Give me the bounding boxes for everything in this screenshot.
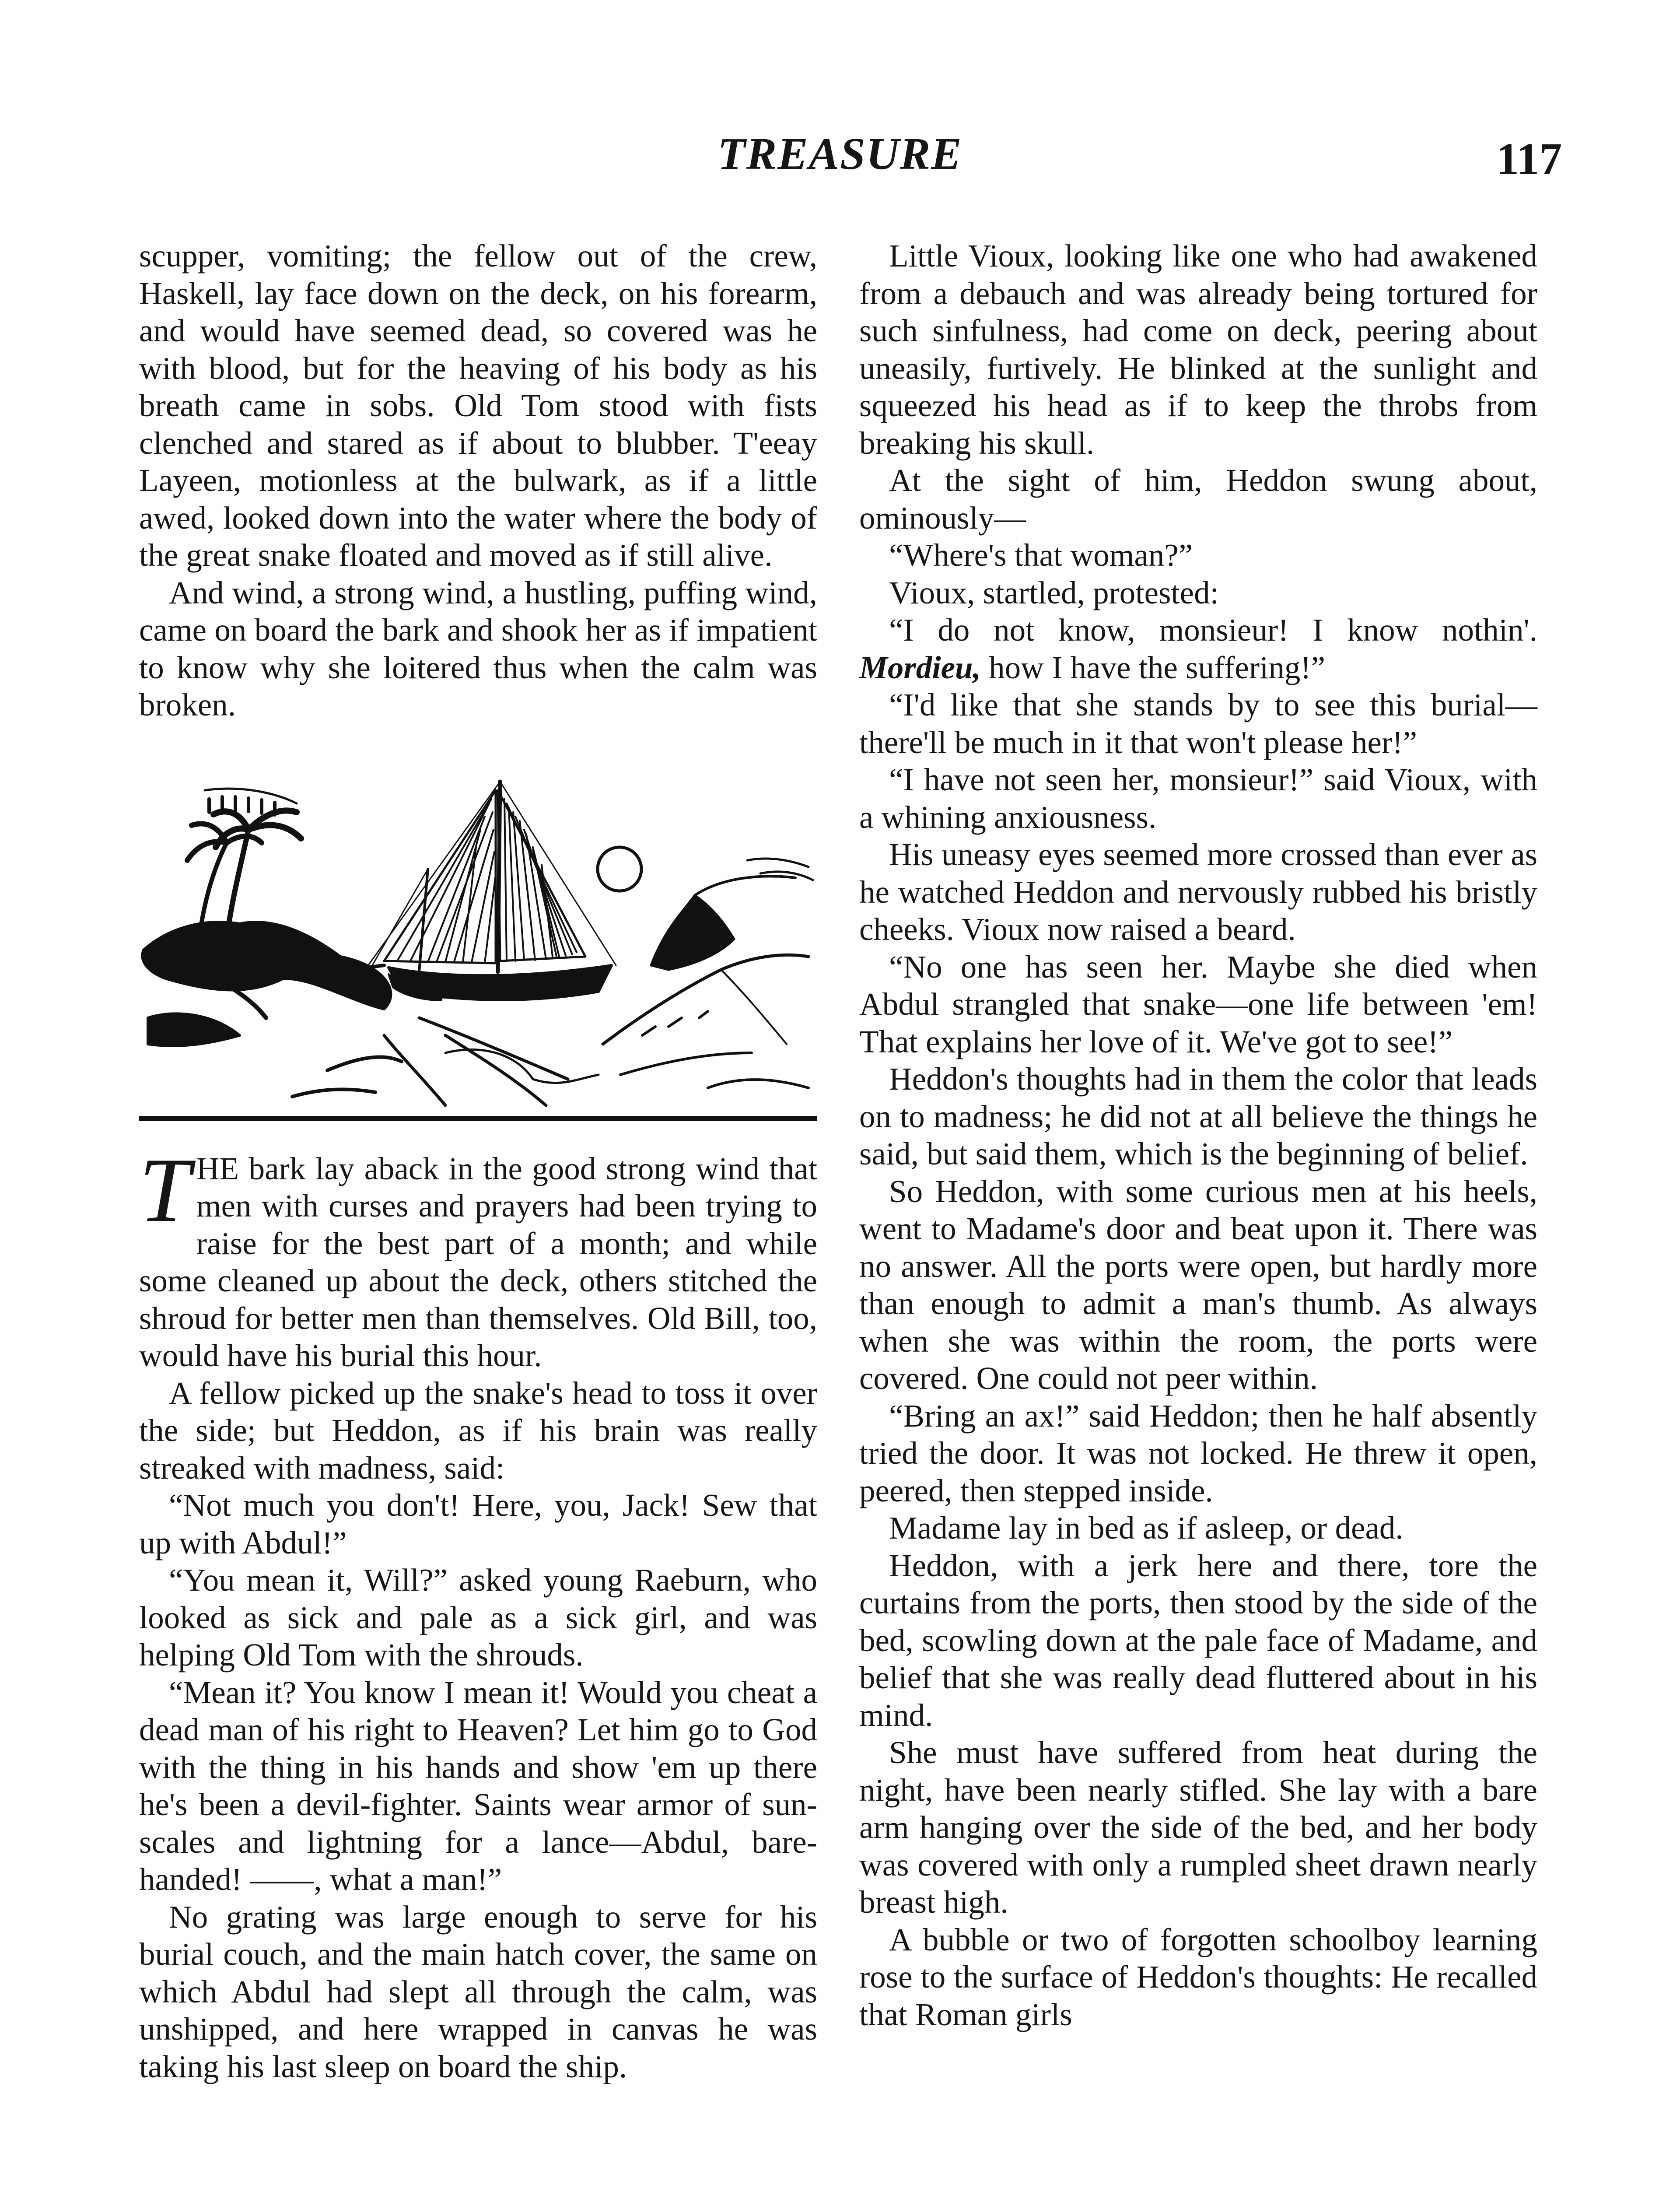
- paragraph: So Heddon, with some curious men at his heels, went to Madame's door and beat upon it. There was no answer. All the ports were open, but hardly more than enough to admit a man's thumb. As always when she was within the room, the ports were covered. One could not peer within.: [859, 1173, 1537, 1396]
- paragraph: His uneasy eyes seemed more crossed than ever as he watched Heddon and nervously rubbed his bristly cheeks. Vioux now raised a beard.: [859, 837, 1537, 947]
- paragraph: [859, 611, 1537, 686]
- paragraph: “Bring an ax!” said Heddon; then he half absently tried the door. It was not locked. He threw it open, peered, then stepped inside.: [859, 1398, 1537, 1508]
- paragraph: “I have not seen her, monsieur!” said Vioux, with a whining anxiousness.: [859, 762, 1537, 835]
- paragraph: A fellow picked up the snake's head to toss it over the side; but Heddon, as if his brain was really streaked with madness, said:: [139, 1375, 817, 1486]
- left-text-column: [139, 237, 817, 2085]
- paragraph: “You mean it, Will?” asked young Raeburn, who looked as sick and pale as a sick girl, and was helping Old Tom with the shrouds.: [139, 1562, 817, 1673]
- drop-cap-letter: T: [139, 1139, 190, 1241]
- paragraph: “No one has seen her. Maybe she died when Abdul strangled that snake—one life between 'em! That explains her love of it. We've got to see!”: [859, 949, 1537, 1059]
- paragraph: scupper, vomiting; the fellow out of the crew, Haskell, lay face down on the deck, on his forearm, and would have seemed dead, so covered was he with blood, but for the heaving of his body as his breath came in sobs. Old Tom stood with fists clenched and stared as if about to blubber. T'eeay Layeen, motionless at the bulwark, as if a little awed, looked down into the water where the body of the great snake floated and moved as if still alive.: [139, 238, 817, 573]
- paragraph-text: how I have the suffering!”: [980, 649, 1326, 685]
- paragraph: And wind, a strong wind, a hustling, puffing wind, came on board the bark and shook her as if impatient to know why she loitered thus when the calm was broken.: [139, 575, 817, 722]
- paragraph: “Mean it? You know I mean it! Would you cheat a dead man of his right to Heaven? Let him go to God with the thing in his hands and show 'em up there he's been a devil-fighter. Saints wear armor of sunscales and lightning for a lance—Abdul, bare-handed! ——, what a man!”: [139, 1674, 817, 1897]
- paragraph: Heddon, with a jerk here and there, tore the curtains from the ports, then stood by the side of the bed, scowling down at the pale face of Madame, and belief that she was really dead fluttered about in his mind.: [859, 1547, 1537, 1733]
- paragraph: Vioux, startled, protested:: [889, 575, 1219, 610]
- paragraph-text: “I do not know, monsieur! I know nothin'.: [889, 612, 1537, 648]
- paragraph: No grating was large enough to serve for his burial couch, and the main hatch cover, the same on which Abdul had slept all through the calm, was unshipped, and here wrapped in canvas he was taking his last sleep on board the ship.: [139, 1899, 817, 2084]
- paragraph: Madame lay in bed as if asleep, or dead.: [889, 1510, 1404, 1546]
- running-header-title: TREASURE: [718, 129, 962, 179]
- paragraph: Heddon's thoughts had in them the color that leads on to madness; he did not at all believe the things he said, but said them, which is the beginning of belief.: [859, 1061, 1537, 1171]
- paragraph: Little Vioux, looking like one who had awakened from a debauch and was already being tortured for such sinfulness, had come on deck, peering about uneasily, furtively. He blinked at the sunlight and squeezed his head as if to keep the throbs from breaking his skull.: [859, 238, 1537, 461]
- paragraph: “I'd like that she stands by to see this burial—there'll be much in it that won't please her!”: [859, 687, 1537, 760]
- paragraph-text: HE bark lay aback in the good strong wind that men with curses and prayers had been trying to raise for the best part of a month; and while some cleaned up about the deck, others stitched the shroud for better men than themselves. Old Bill, too, would have his burial this hour.: [139, 1150, 817, 1373]
- ship-at-sea-ink-drawing-icon: [139, 782, 817, 1119]
- paragraph: She must have suffered from heat during the night, have been nearly stifled. She lay with a bare arm hanging over the side of the bed, and her body was covered with only a rumpled sheet drawn nearly breast high.: [859, 1735, 1537, 1920]
- paragraph: “Not much you don't! Here, you, Jack! Sew that up with Abdul!”: [139, 1487, 817, 1560]
- italic-word: Mordieu,: [859, 649, 981, 685]
- ship-illustration: [139, 773, 817, 1123]
- paragraph-with-drop-cap: [139, 1139, 817, 1375]
- paragraph: A bubble or two of forgotten schoolboy learning rose to the surface of Heddon's thoughts: He recalled that Roman girls: [859, 1922, 1537, 2032]
- right-text-column: [859, 237, 1537, 2033]
- paragraph: “Where's that woman?”: [889, 537, 1193, 573]
- paragraph: At the sight of him, Heddon swung about, ominously—: [859, 463, 1537, 536]
- page-number: 117: [1496, 134, 1562, 184]
